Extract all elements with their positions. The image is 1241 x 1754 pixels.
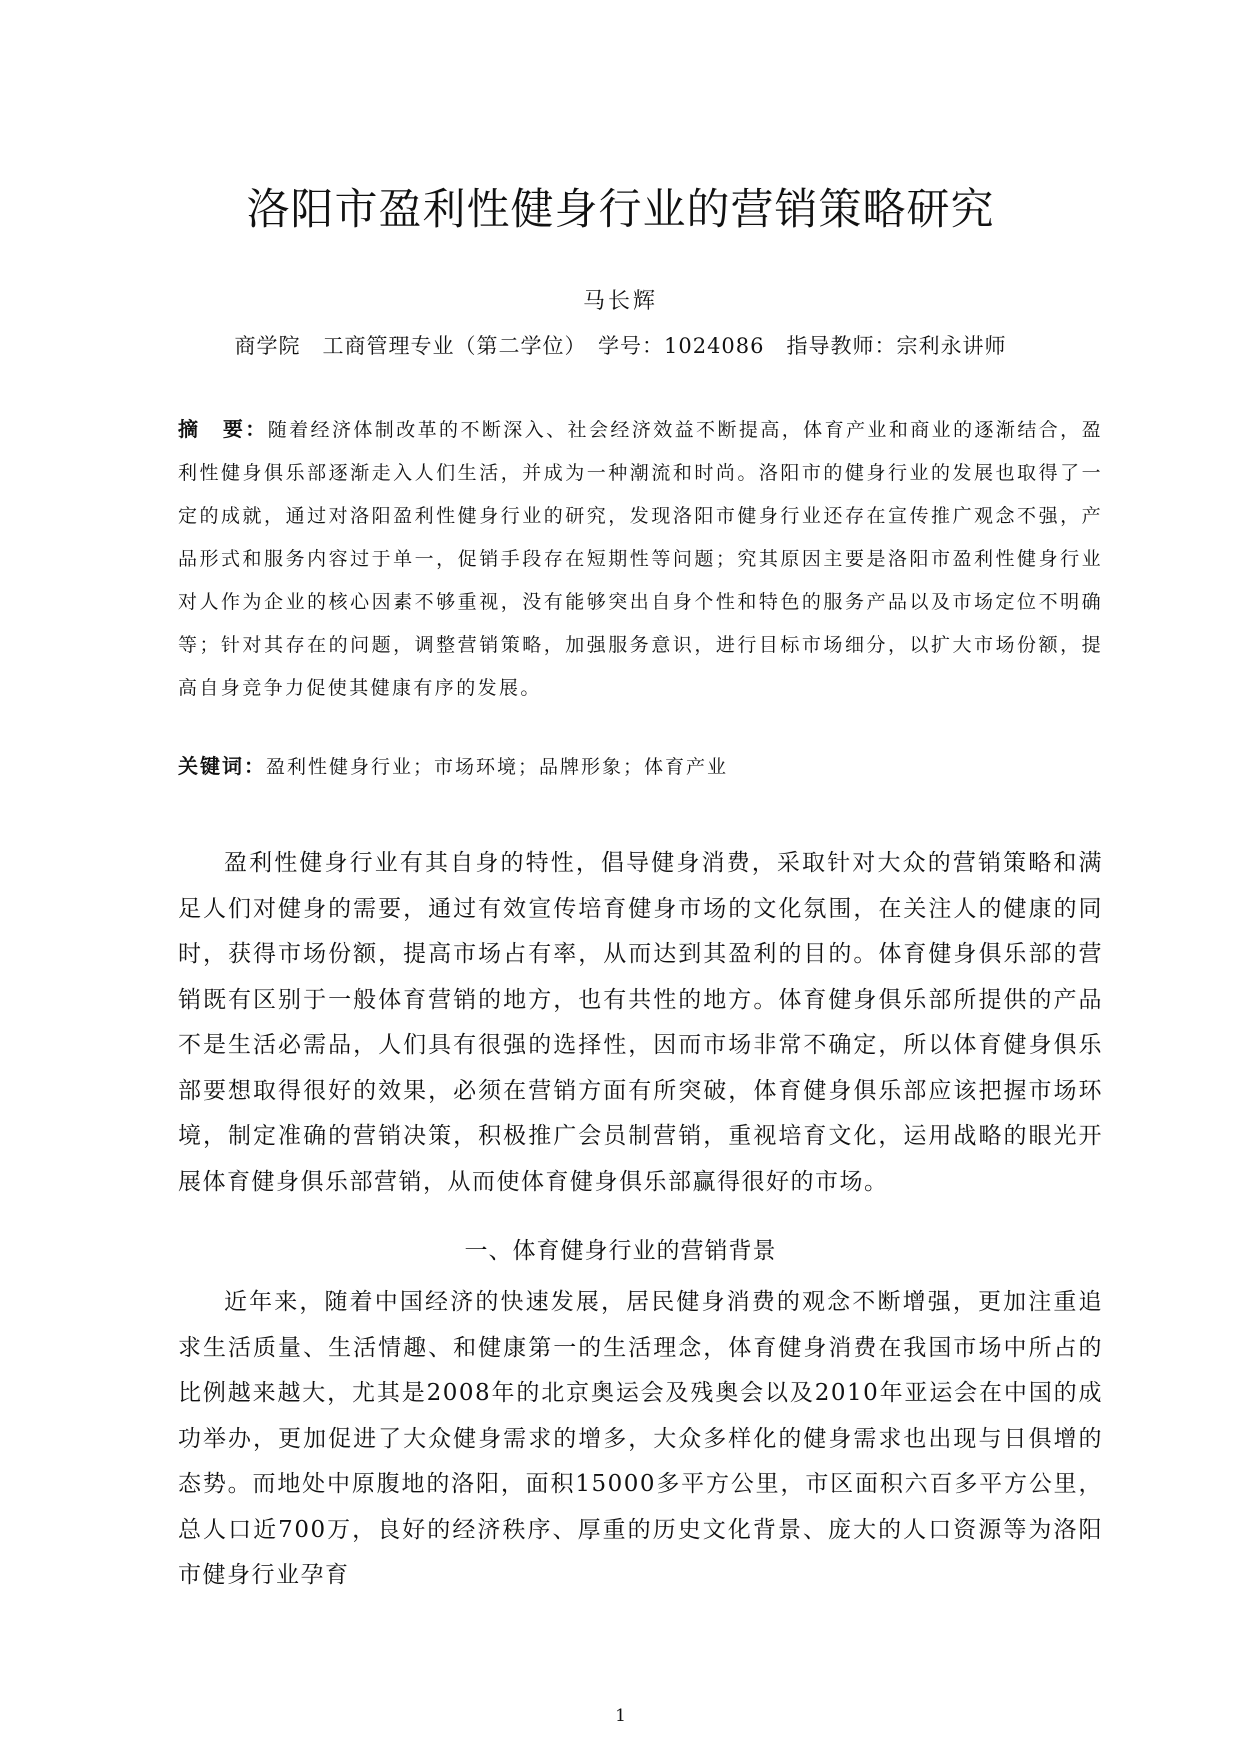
page-number: 1 (615, 1706, 626, 1726)
author-affiliation: 商学院 工商管理专业（第二学位） 学号：1024086 指导教师：宗利永讲师 (234, 334, 1007, 358)
abstract-label: 摘 要： (178, 417, 268, 441)
paper-title: 洛阳市盈利性健身行业的营销策略研究 (246, 185, 995, 235)
intro-paragraph: 盈利性健身行业有其自身的特性，倡导健身消费，采取针对大众的营销策略和满足人们对健身的需要，通过有效宣传培育健身市场的文化氛围，在关注人的健康的同时，获得市场份额，提高市场占有率，从而达到其盈利的目的。体育健身俱乐部的营销既有区别于一般体育营销的地方，也有共性的地方。体育健身俱乐部所提供的产品不是生活必需品，人们具有很强的选择性，因而市场非常不确定，所以体育健身俱乐部要想取得很好的效果，必须在营销方面有所突破，体育健身俱乐部应该把握市场环境，制定准确的营销决策，积极推广会员制营销，重视培育文化，运用战略的眼光开展体育健身俱乐部营销，从而使体育健身俱乐部赢得很好的市场。 (178, 850, 1103, 1195)
abstract-text: 随着经济体制改革的不断深入、社会经济效益不断提高，体育产业和商业的逐渐结合，盈利性健身俱乐部逐渐走入人们生活，并成为一种潮流和时尚。洛阳市的健身行业的发展也取得了一定的成就，通过对洛阳盈利性健身行业的研究，发现洛阳市健身行业还存在宣传推广观念不强，产品形式和服务内容过于单一，促销手段存在短期性等问题；究其原因主要是洛阳市盈利性健身行业对人作为企业的核心因素不够重视，没有能够突出自身个性和特色的服务产品以及市场定位不明确等；针对其存在的问题，调整营销策略，加强服务意识，进行目标市场细分，以扩大市场份额，提高自身竞争力促使其健康有序的发展。 (178, 419, 1103, 699)
keywords-text: 盈利性健身行业；市场环境；品牌形象；体育产业 (266, 756, 729, 778)
keywords (178, 750, 1103, 779)
author-name: 马长辉 (582, 289, 658, 314)
section-paragraph: 近年来，随着中国经济的快速发展，居民健身消费的观念不断增强，更加注重追求生活质量、生活情趣、和健康第一的生活理念，体育健身消费在我国市场中所占的比例越来越大，尤其是2008年的北京奥运会及残奥会以及2010年亚运会在中国的成功举办，更加促进了大众健身需求的增多，大众多样化的健身需求也出现与日俱增的态势。而地处中原腹地的洛阳，面积15000多平方公里，市区面积六百多平方公里，总人口近700万，良好的经济秩序、厚重的历史文化背景、庞大的人口资源等为洛阳市健身行业孕育 (178, 1289, 1103, 1588)
abstract (178, 408, 1103, 710)
keywords-label: 关键词： (178, 754, 266, 778)
section-heading: 一、体育健身行业的营销背景 (464, 1238, 777, 1264)
